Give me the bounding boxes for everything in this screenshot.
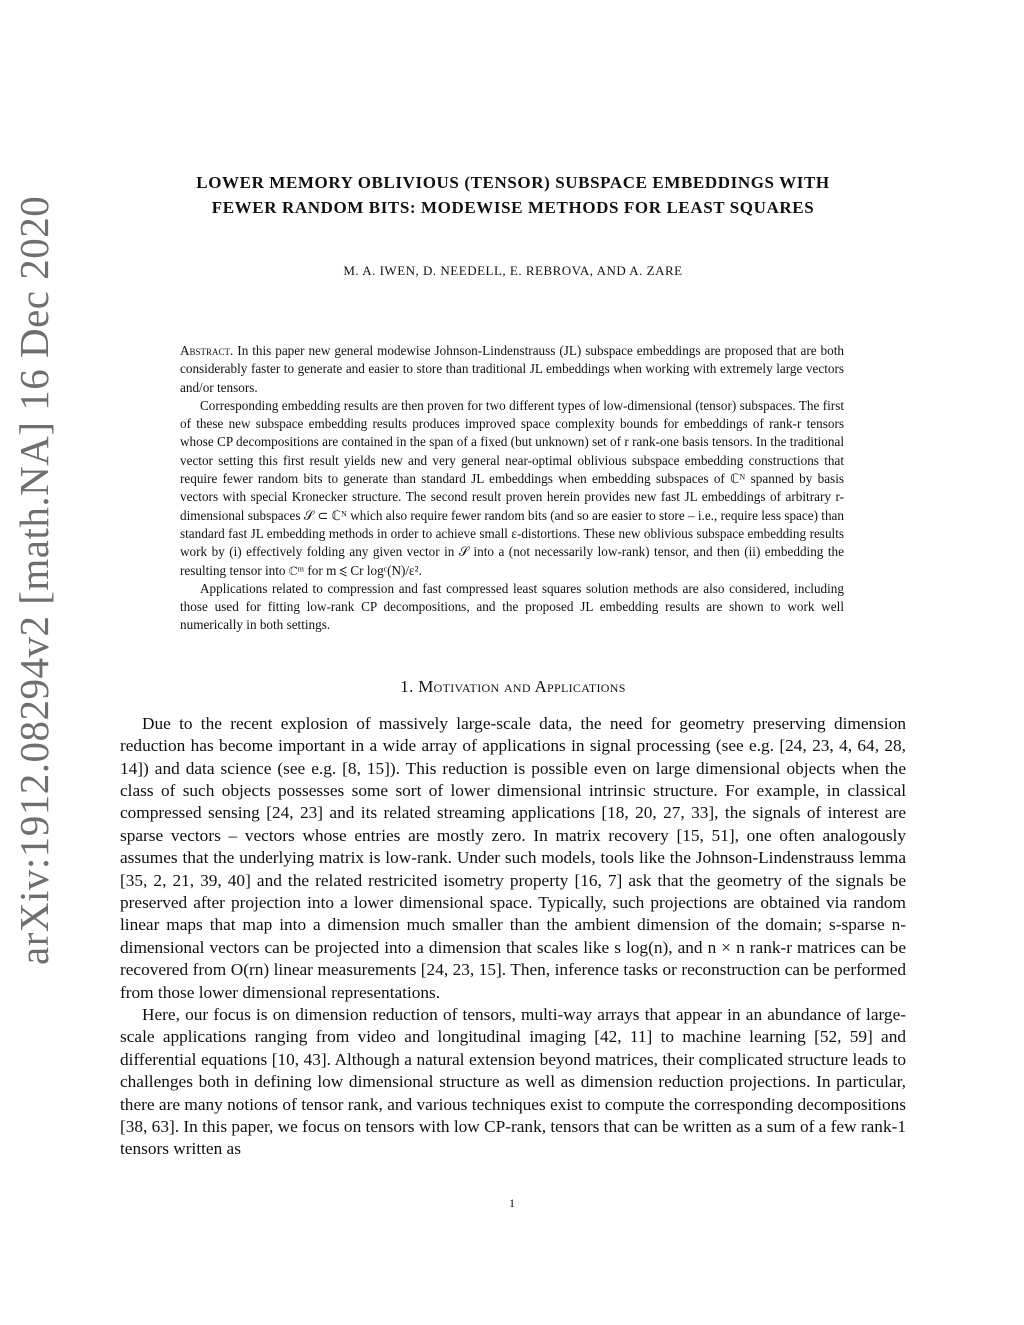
paper-page — [120, 170, 906, 1161]
body-paragraph-2: Here, our focus is on dimension reduction of tensors, multi-way arrays that appear in an abundance of large-scale applications ranging from video and longitudinal imaging [42, 11] to machine learning [52, 59] and differential equations [10, 43]. Although a natural extension beyond matrices, their complicated structure leads to challenges both in defining low dimensional structure as well as dimension reduction projections. In particular, there are many notions of tensor rank, and various techniques exist to compute the corresponding decompositions [38, 63]. In this paper, we focus on tensors with low CP-rank, tensors that can be written as a sum of a few rank-1 tensors written as — [120, 1005, 906, 1159]
abstract — [180, 342, 844, 635]
paper-title — [120, 170, 906, 220]
body-paragraph-1: Due to the recent explosion of massively large-scale data, the need for geometry preserving dimension reduction has become important in a wide array of applications in signal processing (see e.g. [24, 23, 4, 64, 28, 14]) and data science (see e.g. [8, 15]). This reduction is possible even on large dimensional objects when the class of such objects possesses some sort of lower dimensional intrinsic structure. For example, in classical compressed sensing [24, 23] and its related streaming applications [18, 20, 27, 33], the signals of interest are sparse vectors – vectors whose entries are mostly zero. In matrix recovery [15, 51], one often analogously assumes that the underlying matrix is low-rank. Under such models, tools like the Johnson-Lindenstrauss lemma [35, 2, 21, 39, 40] and the related restricited isometry property [16, 7] ask that the geometry of the signals be preserved after projection into a lower dimensional space. Typically, such projections are obtained via random linear maps that map into a dimension much smaller than the ambient dimension of the domain; s-sparse n-dimensional vectors can be projected into a dimension that scales like s log(n), and n × n rank-r matrices can be recovered from O(rn) linear measurements [24, 23, 15]. Then, inference tasks or reconstruction can be performed from those lower dimensional representations. — [120, 713, 906, 1002]
arxiv-identifier-stamp: arXiv:1912.08294v2 [math.NA] 16 Dec 2020 — [11, 195, 57, 965]
page-number: 1 — [509, 1196, 515, 1210]
abstract-text-1: In this paper new general modewise Johnson-Lindenstrauss (JL) subspace embeddings are proposed that are both considerably faster to generate and easier to store than traditional JL embeddings when working with extremely large vectors and/or tensors. — [180, 343, 845, 395]
section-body — [120, 713, 906, 1161]
abstract-paragraph-3: Applications related to compression and fast compressed least squares solution methods are also considered, including those used for fitting low-rank CP decompositions, and the proposed JL embedding results are shown to work well numerically in both settings. — [180, 580, 844, 633]
abstract-paragraph-2: Corresponding embedding results are then proven for two different types of low-dimensional (tensor) subspaces. The first of these new subspace embedding results produces improved space complexity bounds for embeddings of rank-r tensors whose CP decompositions are contained in the span of a fixed (but unknown) set of r rank-one basis tensors. In the traditional vector setting this first result yields new and very general near-optimal oblivious subspace embedding constructions that require fewer random bits to generate than standard JL embeddings when embedding subspaces of ℂᴺ spanned by basis vectors with special Kronecker structure. The second result proven herein provides new fast JL embeddings of arbitrary r-dimensional subspaces 𝒮 ⊂ ℂᴺ which also require fewer random bits (and so are easier to store – i.e., require less space) than standard fast JL embedding methods in order to achieve small ε-distortions. These new oblivious subspace embedding results work by (i) effectively folding any given vector in 𝒮 into a (not necessarily low-rank) tensor, and then (ii) embedding the resulting tensor into ℂᵐ for m ⩽ Cr logᶜ(N)/ε². — [180, 397, 844, 578]
section-heading: 1. Motivation and Applications — [400, 676, 626, 696]
author-list: M. A. IWEN, D. NEEDELL, E. REBROVA, AND A. ZARE — [343, 263, 683, 278]
title-line-2: FEWER RANDOM BITS: MODEWISE METHODS FOR LEAST SQUARES — [211, 198, 815, 217]
title-line-1: LOWER MEMORY OBLIVIOUS (TENSOR) SUBSPACE EMBEDDINGS WITH — [196, 173, 830, 192]
abstract-paragraph-1 — [180, 342, 844, 397]
abstract-label: Abstract. — [180, 343, 234, 358]
